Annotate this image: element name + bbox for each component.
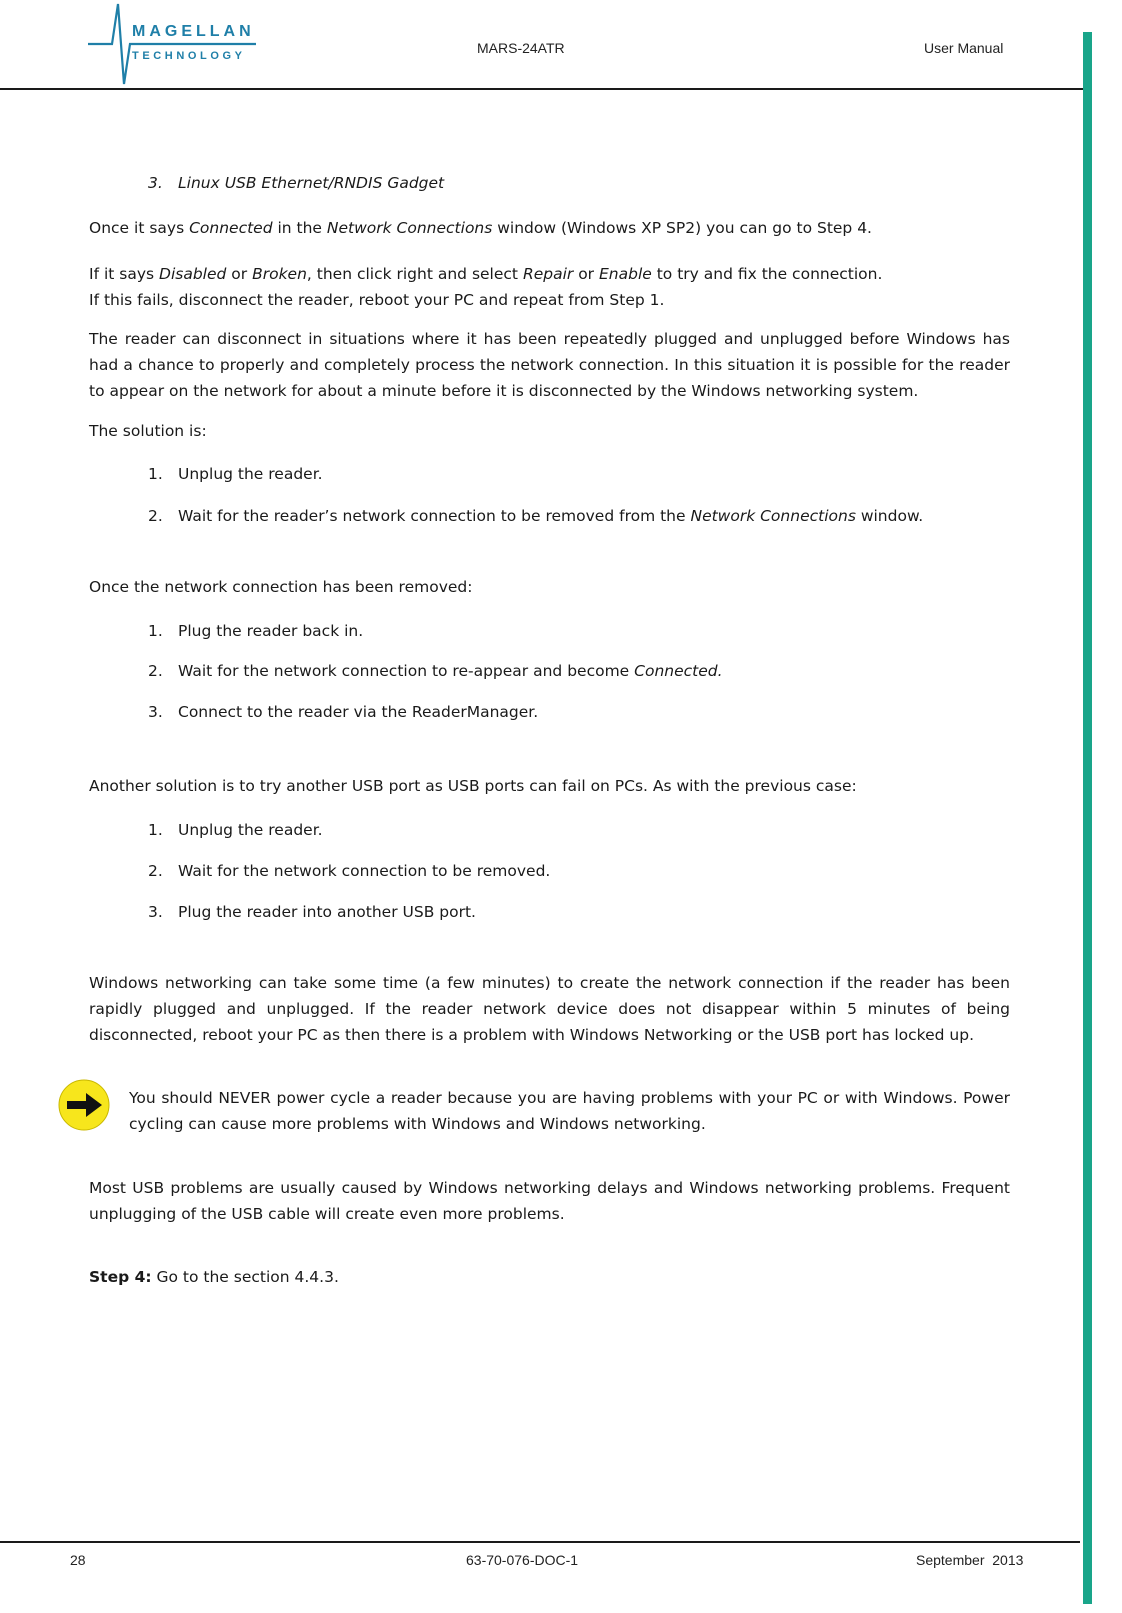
footer-rule xyxy=(0,1541,1080,1543)
paragraph-windows-networking: Windows networking can take some time (a few minutes) to create the network connection if the reader has been rapidly plugged and unplugged. If the reader network device does not disappear within 5 minutes of being disconnected, reboot your PC as then there is a problem with Windows Networking or the USB port has locked up. xyxy=(89,974,1010,1044)
paragraph-connected: Once it says Connected in the Network Connections window (Windows XP SP2) you can go to Step 4. xyxy=(89,219,872,237)
footer-doc-id: 63-70-076-DOC-1 xyxy=(466,1552,579,1568)
arrow-right-icon xyxy=(58,1079,110,1131)
list2-item-3: 3. Connect to the reader via the ReaderManager. xyxy=(148,703,539,721)
paragraph-disconnect-situation: The reader can disconnect in situations where it has been repeatedly plugged and unplugged before Windows has had a chance to properly and completely process the network connection. In this situation it is possible for the reader to appear on the network for about a minute before it is disconnected by the Windows networking system. xyxy=(89,330,1010,400)
note-never-power-cycle: You should NEVER power cycle a reader because you are having problems with your PC or with Windows. Power cycling can cause more problems with Windows and Windows networking. xyxy=(129,1089,1010,1133)
paragraph-step4: Step 4: Go to the section 4.4.3. xyxy=(89,1268,339,1286)
list-item-linux-gadget: 3. Linux USB Ethernet/RNDIS Gadget xyxy=(148,174,445,192)
list3-item-1: 1. Unplug the reader. xyxy=(148,821,323,839)
header-doc-type: User Manual xyxy=(924,40,1004,56)
paragraph-once-removed: Once the network connection has been removed: xyxy=(89,578,473,596)
footer-date: September 2013 xyxy=(916,1552,1024,1568)
header-product: MARS-24ATR xyxy=(477,40,565,56)
list1-item-2: 2. Wait for the reader’s network connection to be removed from the Network Connections window. xyxy=(148,507,924,525)
header-rule xyxy=(0,88,1092,90)
paragraph-disabled-broken: If it says Disabled or Broken, then click right and select Repair or Enable to try and ﬁx the connection. If this fails, disconnect the reader, reboot your PC and repeat from Step 1. xyxy=(89,265,883,309)
logo-line2: TECHNOLOGY xyxy=(132,50,246,62)
accent-side-bar xyxy=(1083,32,1092,1604)
paragraph-another-solution: Another solution is to try another USB port as USB ports can fail on PCs. As with the previous case: xyxy=(89,777,857,795)
paragraph-solution-is: The solution is: xyxy=(89,422,207,440)
list1-item-1: 1. Unplug the reader. xyxy=(148,465,323,483)
footer-page-number: 28 xyxy=(70,1552,86,1568)
list2-item-1: 1. Plug the reader back in. xyxy=(148,622,364,640)
list2-item-2: 2. Wait for the network connection to re-appear and become Connected. xyxy=(148,662,723,680)
paragraph-usb-problems: Most USB problems are usually caused by Windows networking delays and Windows networking problems. Frequent unplugging of the USB cable will create even more problems. xyxy=(89,1179,1010,1223)
logo-line1: MAGELLAN xyxy=(132,23,255,40)
magellan-logo xyxy=(88,0,270,88)
list3-item-2: 2. Wait for the network connection to be removed. xyxy=(148,862,551,880)
list3-item-3: 3. Plug the reader into another USB port. xyxy=(148,903,476,921)
